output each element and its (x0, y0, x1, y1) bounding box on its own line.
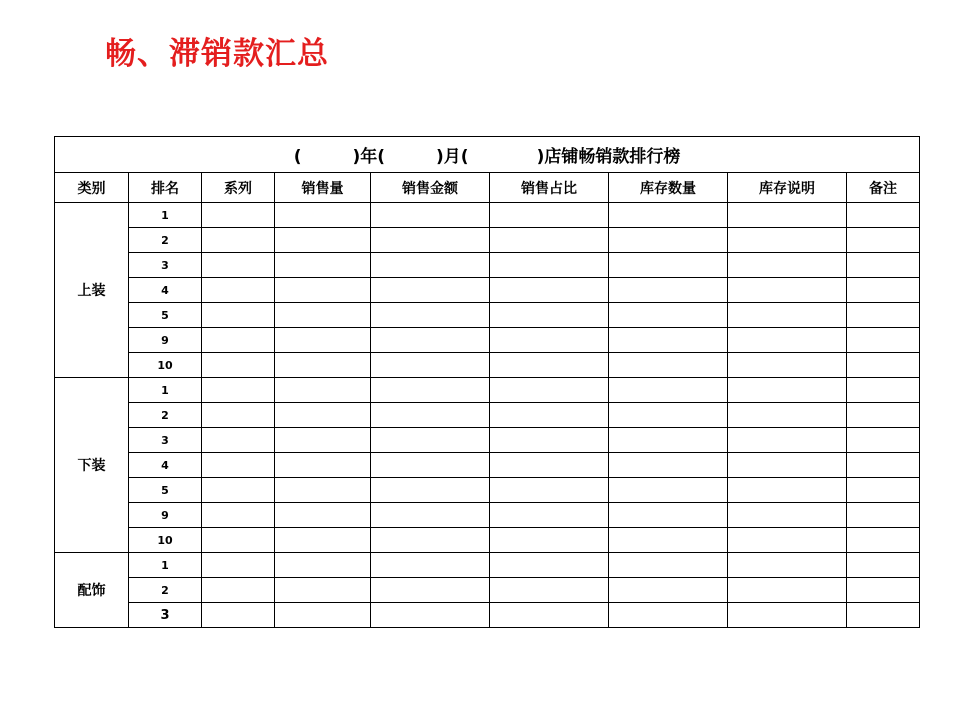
sales-volume-cell[interactable] (275, 328, 371, 353)
rank-cell: 4 (129, 278, 202, 303)
sales-volume-cell[interactable] (275, 553, 371, 578)
rank-cell: 2 (129, 578, 202, 603)
table-caption: ( )年( )月( )店铺畅销款排行榜 (55, 137, 920, 173)
series-cell[interactable] (202, 478, 275, 503)
stock-notes-cell[interactable] (728, 503, 847, 528)
sales-amount-cell[interactable] (371, 328, 490, 353)
ranking-table (54, 136, 920, 628)
remarks-cell[interactable] (847, 528, 920, 553)
sales-amount-cell[interactable] (371, 453, 490, 478)
series-cell[interactable] (202, 503, 275, 528)
stock-quantity-cell[interactable] (609, 303, 728, 328)
stock-notes-cell[interactable] (728, 228, 847, 253)
rank-cell: 5 (129, 303, 202, 328)
rank-cell: 3 (129, 253, 202, 278)
rank-cell: 1 (129, 378, 202, 403)
sales-volume-cell[interactable] (275, 578, 371, 603)
stock-quantity-cell[interactable] (609, 578, 728, 603)
table-row (55, 578, 920, 603)
stock-quantity-cell[interactable] (609, 603, 728, 628)
series-cell[interactable] (202, 403, 275, 428)
sales-share-cell[interactable] (490, 528, 609, 553)
series-cell[interactable] (202, 278, 275, 303)
rank-cell: 1 (129, 203, 202, 228)
stock-quantity-cell[interactable] (609, 253, 728, 278)
table-caption-row (55, 137, 920, 173)
stock-quantity-cell[interactable] (609, 528, 728, 553)
sales-share-cell[interactable] (490, 203, 609, 228)
sales-volume-cell[interactable] (275, 478, 371, 503)
sales-amount-cell[interactable] (371, 203, 490, 228)
table-row (55, 228, 920, 253)
sales-amount-cell[interactable] (371, 253, 490, 278)
sales-share-cell[interactable] (490, 603, 609, 628)
sales-amount-cell[interactable] (371, 278, 490, 303)
header-sales-amount: 销售金额 (371, 173, 490, 203)
stock-notes-cell[interactable] (728, 478, 847, 503)
sales-share-cell[interactable] (490, 378, 609, 403)
sales-share-cell[interactable] (490, 553, 609, 578)
stock-notes-cell[interactable] (728, 578, 847, 603)
table-row (55, 478, 920, 503)
sales-amount-cell[interactable] (371, 553, 490, 578)
table-row (55, 328, 920, 353)
stock-notes-cell[interactable] (728, 453, 847, 478)
stock-notes-cell[interactable] (728, 278, 847, 303)
sales-volume-cell[interactable] (275, 228, 371, 253)
series-cell[interactable] (202, 303, 275, 328)
rank-cell: 9 (129, 328, 202, 353)
stock-quantity-cell[interactable] (609, 353, 728, 378)
series-cell[interactable] (202, 578, 275, 603)
rank-cell: 10 (129, 528, 202, 553)
table-row (55, 528, 920, 553)
sales-volume-cell[interactable] (275, 528, 371, 553)
header-sales-share: 销售占比 (490, 173, 609, 203)
sales-share-cell[interactable] (490, 503, 609, 528)
rank-cell: 3 (129, 428, 202, 453)
sales-share-cell[interactable] (490, 303, 609, 328)
sales-amount-cell[interactable] (371, 228, 490, 253)
stock-quantity-cell[interactable] (609, 553, 728, 578)
sales-amount-cell[interactable] (371, 378, 490, 403)
stock-notes-cell[interactable] (728, 303, 847, 328)
series-cell[interactable] (202, 328, 275, 353)
series-cell[interactable] (202, 603, 275, 628)
table-row (55, 503, 920, 528)
rank-cell: 2 (129, 228, 202, 253)
remarks-cell[interactable] (847, 478, 920, 503)
sales-volume-cell[interactable] (275, 453, 371, 478)
series-cell[interactable] (202, 353, 275, 378)
remarks-cell[interactable] (847, 428, 920, 453)
series-cell[interactable] (202, 453, 275, 478)
series-cell[interactable] (202, 203, 275, 228)
table-row (55, 428, 920, 453)
stock-notes-cell[interactable] (728, 203, 847, 228)
stock-quantity-cell[interactable] (609, 278, 728, 303)
header-category: 类别 (55, 173, 129, 203)
sales-amount-cell[interactable] (371, 403, 490, 428)
remarks-cell[interactable] (847, 203, 920, 228)
sales-volume-cell[interactable] (275, 203, 371, 228)
stock-quantity-cell[interactable] (609, 453, 728, 478)
sales-share-cell[interactable] (490, 428, 609, 453)
sales-volume-cell[interactable] (275, 503, 371, 528)
table-row (55, 278, 920, 303)
table-row (55, 303, 920, 328)
sales-amount-cell[interactable] (371, 603, 490, 628)
sales-share-cell[interactable] (490, 353, 609, 378)
sales-volume-cell[interactable] (275, 303, 371, 328)
series-cell[interactable] (202, 228, 275, 253)
remarks-cell[interactable] (847, 503, 920, 528)
stock-notes-cell[interactable] (728, 378, 847, 403)
sales-share-cell[interactable] (490, 253, 609, 278)
stock-quantity-cell[interactable] (609, 203, 728, 228)
stock-quantity-cell[interactable] (609, 328, 728, 353)
table-row (55, 403, 920, 428)
sales-volume-cell[interactable] (275, 378, 371, 403)
remarks-cell[interactable] (847, 253, 920, 278)
remarks-cell[interactable] (847, 603, 920, 628)
header-stock-quantity: 库存数量 (609, 173, 728, 203)
stock-quantity-cell[interactable] (609, 503, 728, 528)
sales-volume-cell[interactable] (275, 353, 371, 378)
rank-cell: 1 (129, 553, 202, 578)
series-cell[interactable] (202, 553, 275, 578)
stock-notes-cell[interactable] (728, 253, 847, 278)
rank-cell: 3 (129, 603, 202, 628)
sales-amount-cell[interactable] (371, 303, 490, 328)
stock-notes-cell[interactable] (728, 353, 847, 378)
stock-notes-cell[interactable] (728, 603, 847, 628)
remarks-cell[interactable] (847, 403, 920, 428)
category-cell: 配饰 (55, 553, 129, 628)
stock-notes-cell[interactable] (728, 328, 847, 353)
stock-notes-cell[interactable] (728, 403, 847, 428)
sales-amount-cell[interactable] (371, 478, 490, 503)
sales-share-cell[interactable] (490, 278, 609, 303)
series-cell[interactable] (202, 378, 275, 403)
series-cell[interactable] (202, 528, 275, 553)
remarks-cell[interactable] (847, 453, 920, 478)
remarks-cell[interactable] (847, 378, 920, 403)
remarks-cell[interactable] (847, 328, 920, 353)
series-cell[interactable] (202, 428, 275, 453)
header-series: 系列 (202, 173, 275, 203)
sales-share-cell[interactable] (490, 578, 609, 603)
stock-quantity-cell[interactable] (609, 478, 728, 503)
sales-volume-cell[interactable] (275, 428, 371, 453)
sales-share-cell[interactable] (490, 328, 609, 353)
sales-volume-cell[interactable] (275, 278, 371, 303)
remarks-cell[interactable] (847, 553, 920, 578)
table-row (55, 203, 920, 228)
stock-notes-cell[interactable] (728, 528, 847, 553)
page-title: 畅、滞销款汇总 (105, 36, 329, 72)
sales-share-cell[interactable] (490, 403, 609, 428)
sales-volume-cell[interactable] (275, 603, 371, 628)
rank-cell: 4 (129, 453, 202, 478)
stock-quantity-cell[interactable] (609, 378, 728, 403)
series-cell[interactable] (202, 253, 275, 278)
sales-amount-cell[interactable] (371, 503, 490, 528)
table-row (55, 453, 920, 478)
table-row (55, 603, 920, 628)
sales-share-cell[interactable] (490, 478, 609, 503)
stock-quantity-cell[interactable] (609, 403, 728, 428)
sales-amount-cell[interactable] (371, 578, 490, 603)
rank-cell: 9 (129, 503, 202, 528)
table-header-row (55, 173, 920, 203)
table-row (55, 353, 920, 378)
remarks-cell[interactable] (847, 578, 920, 603)
rank-cell: 10 (129, 353, 202, 378)
header-sales-volume: 销售量 (275, 173, 371, 203)
stock-notes-cell[interactable] (728, 553, 847, 578)
header-stock-notes: 库存说明 (728, 173, 847, 203)
stock-notes-cell[interactable] (728, 428, 847, 453)
header-rank: 排名 (129, 173, 202, 203)
category-cell: 上装 (55, 203, 129, 378)
remarks-cell[interactable] (847, 278, 920, 303)
sales-amount-cell[interactable] (371, 528, 490, 553)
header-remarks: 备注 (847, 173, 920, 203)
rank-cell: 5 (129, 478, 202, 503)
sales-volume-cell[interactable] (275, 253, 371, 278)
table-row (55, 553, 920, 578)
sales-share-cell[interactable] (490, 453, 609, 478)
stock-quantity-cell[interactable] (609, 428, 728, 453)
table-row (55, 253, 920, 278)
table-row (55, 378, 920, 403)
sales-volume-cell[interactable] (275, 403, 371, 428)
sales-share-cell[interactable] (490, 228, 609, 253)
rank-cell: 2 (129, 403, 202, 428)
remarks-cell[interactable] (847, 228, 920, 253)
stock-quantity-cell[interactable] (609, 228, 728, 253)
category-cell: 下装 (55, 378, 129, 553)
remarks-cell[interactable] (847, 353, 920, 378)
sales-amount-cell[interactable] (371, 428, 490, 453)
remarks-cell[interactable] (847, 303, 920, 328)
sales-amount-cell[interactable] (371, 353, 490, 378)
